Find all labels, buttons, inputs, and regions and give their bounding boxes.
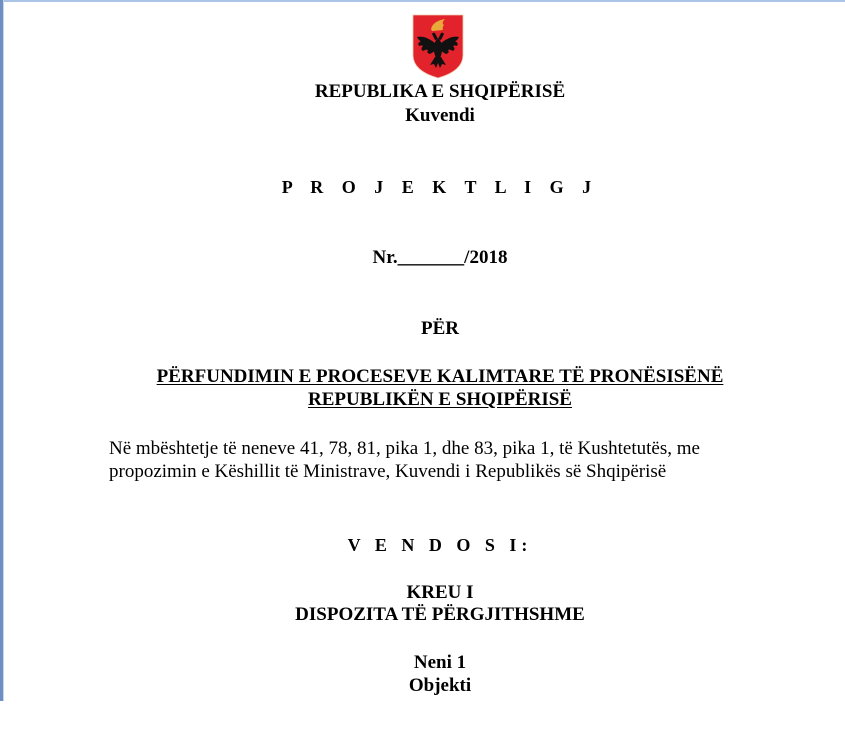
for-label: PËR bbox=[421, 318, 459, 339]
preamble-line-2: propozimin e Këshillit të Ministrave, Kuvendi i Republikës së Shqipërisë bbox=[109, 461, 667, 482]
law-title-line-2: REPUBLIKËN E SHQIPËRISË bbox=[308, 389, 572, 410]
institution-name: Kuvendi bbox=[405, 105, 475, 126]
decides-heading: V E N D O S I: bbox=[347, 535, 533, 555]
document-number: Nr._______/2018 bbox=[372, 247, 508, 268]
coat-of-arms-icon bbox=[411, 13, 465, 79]
window-top-border bbox=[0, 0, 845, 2]
article-number: Neni 1 bbox=[413, 652, 467, 673]
article-title: Objekti bbox=[408, 675, 472, 696]
law-title-line-1: PËRFUNDIMIN E PROCESEVE KALIMTARE TË PRONËSISËNË bbox=[156, 366, 724, 387]
preamble-line-1: Në mbështetje të neneve 41, 78, 81, pika 1, dhe 83, pika 1, të Kushtetutës, me bbox=[109, 438, 700, 459]
state-name: REPUBLIKA E SHQIPËRISË bbox=[314, 81, 566, 102]
chapter-number: KREU I bbox=[406, 582, 474, 603]
document-type: P R O J E K T L I G J bbox=[281, 177, 599, 197]
chapter-title: DISPOZITA TË PËRGJITHSHME bbox=[295, 604, 585, 625]
